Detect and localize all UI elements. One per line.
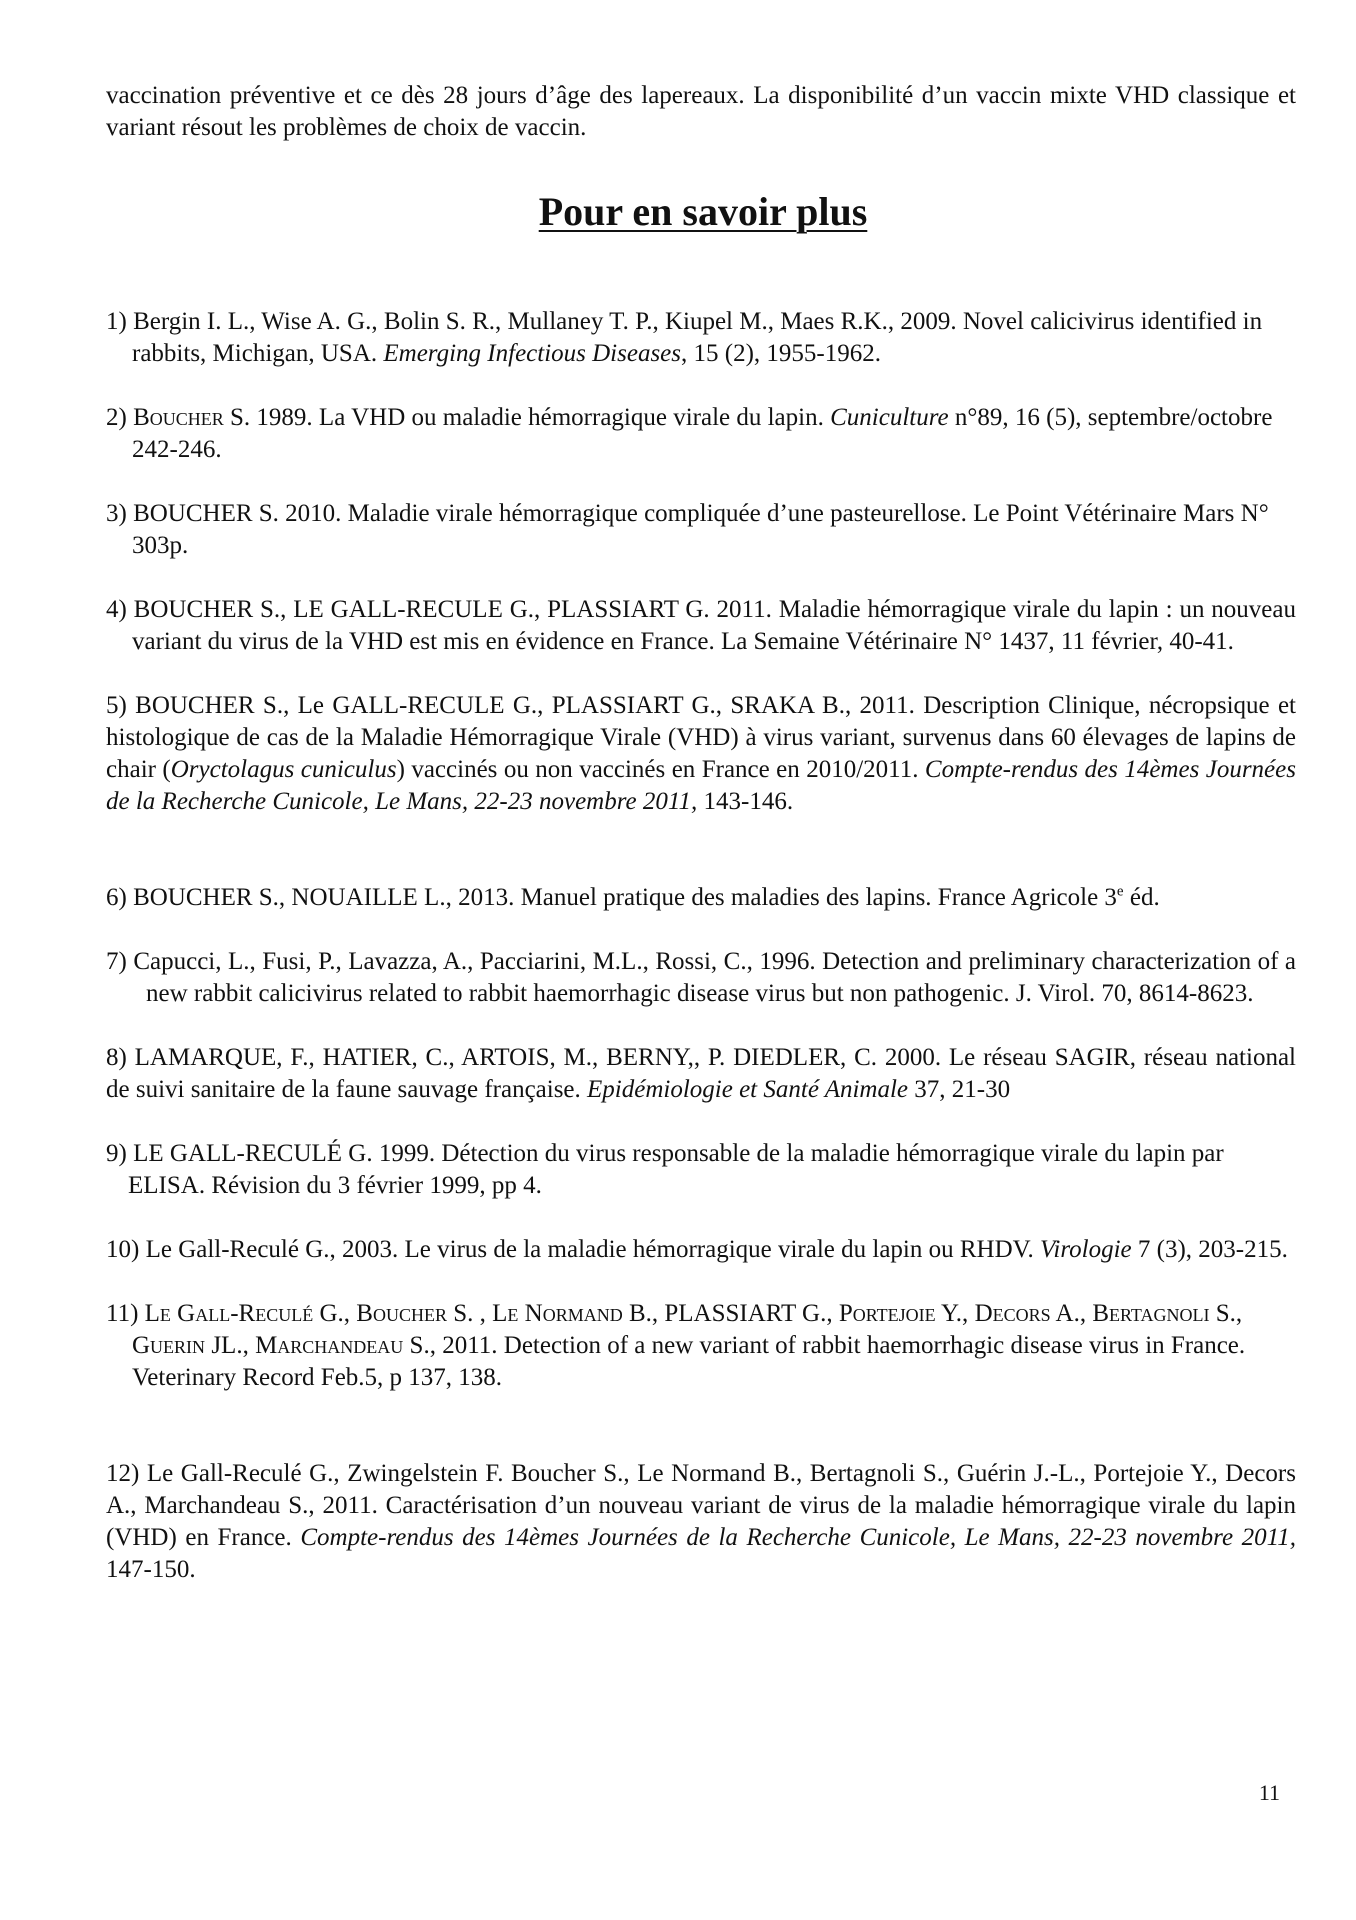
reference-6-text: 6) BOUCHER S., NOUAILLE L., 2013. Manuel pratique des maladies des lapins. France Agricole 3 <box>106 884 1117 911</box>
reference-2-text: S. 1989. La VHD ou maladie hémorragique virale du lapin. <box>223 404 831 431</box>
section-heading: Pour en savoir plus <box>538 189 868 234</box>
reference-2-author: Boucher <box>133 404 224 431</box>
reference-2-number: 2) <box>106 404 134 431</box>
reference-11-text-6: S., <box>1209 1300 1243 1327</box>
reference-1-text: 1) Bergin I. L., Wise A. G., Bolin S. R., Mullaney T. P., Kiupel M., Maes R.K., 2009. Novel calicivirus identified in rabbits, Michigan, USA. <box>106 308 1263 367</box>
reference-11-author-3: Le Normand <box>492 1300 623 1327</box>
page-number: 11 <box>1258 1780 1280 1805</box>
reference-9: 9) LE GALL-RECULÉ G. 1999. Détection du virus responsable de la maladie hémorragique virale du lapin par ELISA. Révision du 3 février 1999, pp 4. <box>106 1140 1224 1199</box>
reference-7: 7) Capucci, L., Fusi, P., Lavazza, A., Pacciarini, M.L., Rossi, C., 1996. Detection and preliminary characterization of a new rabbit calicivirus related to rabbit haemorrhagic disease virus but non pathogenic. J. Virol. 70, 8614-8623. <box>106 948 1296 1007</box>
reference-10-journal: Virologie <box>1040 1236 1132 1263</box>
reference-11-author-7: Guerin <box>132 1332 206 1359</box>
reference-5-text-2: ) vaccinés ou non vaccinés en France en 2010/2011. <box>396 756 925 783</box>
reference-11-author-5: Decors <box>974 1300 1051 1327</box>
reference-6-superscript: e <box>1116 883 1124 900</box>
reference-8 <box>106 1042 1296 1106</box>
reference-1-journal: Emerging Infectious Diseases <box>383 340 682 367</box>
reference-2-journal: Cuniculture <box>830 404 949 431</box>
reference-11-author-1: Le Gall-Reculé <box>144 1300 314 1327</box>
reference-5-proceedings: Compte-rendus des 14èmes Journées de la Recherche Cunicole, Le Mans, 22-23 novembre 2011, <box>106 756 1296 815</box>
reference-2 <box>106 402 1296 466</box>
reference-1-details: , 15 (2), 1955-1962. <box>681 340 881 367</box>
reference-11-text-3: B., PLASSIART G., <box>622 1300 839 1327</box>
reference-12-pages: 147-150. <box>106 1556 196 1583</box>
reference-6 <box>106 882 1296 914</box>
reference-4: 4) BOUCHER S., LE GALL-RECULE G., PLASSIART G. 2011. Maladie hémorragique virale du lapin : un nouveau variant du virus de la VHD est mis en évidence en France. La Semaine Vétérinaire N° 1437, 11 février, 40-41. <box>106 596 1296 655</box>
reference-5 <box>106 690 1296 818</box>
reference-10-text: 10) Le Gall-Reculé G., 2003. Le virus de la maladie hémorragique virale du lapin ou RHDV. <box>106 1236 1040 1263</box>
reference-1 <box>106 306 1296 370</box>
reference-11 <box>106 1298 1296 1394</box>
reference-12 <box>106 1458 1296 1586</box>
reference-12-text: 12) Le Gall-Reculé G., Zwingelstein F. Boucher S., Le Normand B., Bertagnoli S., Guérin J.-L., Portejoie Y., Decors A., Marchandeau S., 2011. Caractérisation d’un nouveau variant de virus de la maladie hémorragique virale du lapin (VHD) en France. <box>106 1460 1296 1551</box>
reference-8-journal: Epidémiologie et Santé Animale <box>587 1076 909 1103</box>
reference-11-text-4: Y., <box>935 1300 975 1327</box>
reference-11-text-1: G., <box>313 1300 357 1327</box>
reference-3: 3) BOUCHER S. 2010. Maladie virale hémorragique compliquée d’une pasteurellose. Le Point Vétérinaire Mars N° 303p. <box>106 500 1269 559</box>
reference-11-author-8: Marchandeau <box>255 1332 404 1359</box>
reference-8-details: 37, 21-30 <box>908 1076 1011 1103</box>
reference-11-text-7: JL., <box>205 1332 256 1359</box>
reference-10 <box>106 1234 1296 1266</box>
intro-paragraph: vaccination préventive et ce dès 28 jours d’âge des lapereaux. La disponibilité d’un vaccin mixte VHD classique et variant résout les problèmes de choix de vaccin. <box>106 82 1296 141</box>
reference-11-text-5: A., <box>1050 1300 1093 1327</box>
reference-8-text: 8) LAMARQUE, F., HATIER, C., ARTOIS, M., BERNY,, P. DIEDLER, C. 2000. Le réseau SAGIR, réseau national de suivi sanitaire de la faune sauvage française. <box>106 1044 1296 1103</box>
reference-10-details: 7 (3), 203-215. <box>1131 1236 1288 1263</box>
reference-11-author-2: Boucher <box>356 1300 447 1327</box>
reference-11-text-8: S., 2011. Detection of a new variant of rabbit haemorrhagic disease virus in France. Veterinary Record Feb.5, p 137, 138. <box>132 1332 1246 1391</box>
reference-11-author-6: Bertagnoli <box>1092 1300 1210 1327</box>
reference-2-details: n°89, 16 (5), septembre/octobre 242-246. <box>132 404 1273 463</box>
reference-12-proceedings: Compte-rendus des 14èmes Journées de la Recherche Cunicole, Le Mans, 22-23 novembre 2011, <box>300 1524 1296 1551</box>
reference-11-number: 11) <box>106 1300 145 1327</box>
reference-5-text: 5) BOUCHER S., Le GALL-RECULE G., PLASSIART G., SRAKA B., 2011. Description Clinique, nécropsique et histologique de cas de la Maladie Hémorragique Virale (VHD) à virus variant, survenus dans 60 élevages de lapins de chair ( <box>106 692 1296 783</box>
reference-5-pages: 143-146. <box>697 788 794 815</box>
reference-5-species: Oryctolagus cuniculus <box>170 756 397 783</box>
reference-11-text-2: S. , <box>446 1300 493 1327</box>
reference-list <box>106 306 1296 1586</box>
reference-6-edition: éd. <box>1123 884 1160 911</box>
reference-11-author-4: Portejoie <box>838 1300 936 1327</box>
